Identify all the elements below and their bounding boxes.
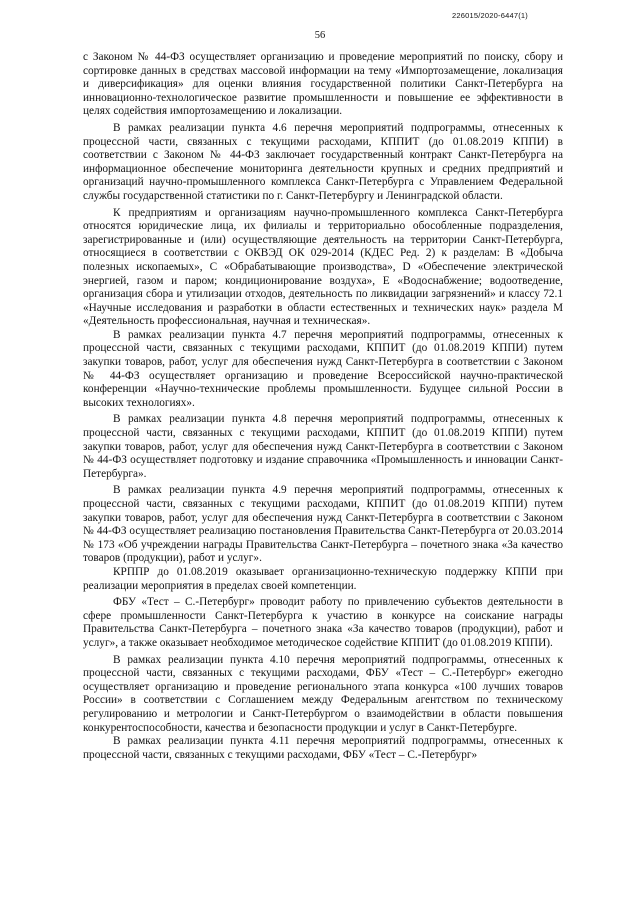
document-body: [83, 51, 563, 762]
paragraph-krppr: КРППР до 01.08.2019 оказывает организационно-техническую поддержку КППИ при реализации мероприятия в пределах своей компетенции.: [83, 565, 563, 592]
page-number: 56: [314, 30, 326, 41]
paragraph-item-4-8: В рамках реализации пункта 4.8 перечня мероприятий подпрограммы, отнесенных к процессной части, связанных с текущими расходами, КППИТ (до 01.08.2019 КППИ) путем закупки товаров, работ, услуг для обеспечения нужд Санкт-Петербурга в соответствии с Законом № 44-ФЗ осуществляет подготовку и издание справочника «Промышленность и инновации Санкт-Петербурга».: [83, 413, 563, 480]
paragraph-item-4-10: В рамках реализации пункта 4.10 перечня мероприятий подпрограммы, отнесенных к процессной части, связанных с текущими расходами, ФБУ «Тест – С.-Петербург» ежегодно осуществляет организацию и проведение регионального этапа конкурса «100 лучших товаров России» в соответствии с Соглашением между Федеральным агентством по техническому регулированию и метрологии и Санкт-Петербургом о взаимодействии в области повышения конкурентоспособности, качества и безопасности продукции и услуг в Санкт-Петербурге.: [83, 653, 563, 734]
paragraph-item-4-9: В рамках реализации пункта 4.9 перечня мероприятий подпрограммы, отнесенных к процессной части, связанных с текущими расходами, КППИТ (до 01.08.2019 КППИ) путем закупки товаров, работ, услуг для обеспечения нужд Санкт-Петербурга в соответствии с Законом № 44-ФЗ осуществляет реализацию постановления Правительства Санкт-Петербурга от 20.03.2014 № 173 «Об учреждении награды Правительства Санкт-Петербурга – почетного знака «За качество товаров (продукции), работ и услуг».: [83, 484, 563, 565]
document-number: 226015/2020-6447(1): [452, 11, 528, 20]
paragraph-npk-definition: К предприятиям и организациям научно-промышленного комплекса Санкт-Петербурга относятся юридические лица, их филиалы и территориально обособленные подразделения, зарегистрированные и (или) осуществляющие деятельность на территории Санкт-Петербурга, относящиеся в соответствии с ОКВЭД ОК 029-2014 (КДЕС Ред. 2) к разделам: B «Добыча полезных ископаемых», C «Обрабатывающие производства», D «Обеспечение электрической энергией, газом и паром; кондиционирование воздуха», E «Водоснабжение; водоотведение, организация сбора и утилизации отходов, деятельность по ликвидации загрязнений» и классу 72.1 «Научные исследования и разработки в области естественных и технических наук» раздела M «Деятельность профессиональная, научная и техническая».: [83, 206, 563, 328]
paragraph-item-4-7: В рамках реализации пункта 4.7 перечня мероприятий подпрограммы, отнесенных к процессной части, связанных с текущими расходами, КППИТ (до 01.08.2019 КППИ) путем закупки товаров, работ, услуг для обеспечения нужд Санкт-Петербурга в соответствии с Законом № 44-ФЗ осуществляет организацию и проведение Всероссийской научно-практической конференции «Научно-технические проблемы промышленности. Будущее сильной России в высоких технологиях».: [83, 328, 563, 409]
paragraph-item-4-6: В рамках реализации пункта 4.6 перечня мероприятий подпрограммы, отнесенных к процессной части, связанных с текущими расходами, КППИТ (до 01.08.2019 КППИ) в соответствии с Законом № 44-ФЗ заключает государственный контракт Санкт-Петербурга на информационное обеспечение мониторинга деятельности крупных и средних предприятий и организаций научно-промышленного комплекса Санкт-Петербурга с Управлением Федеральной службы государственной статистики по г. Санкт-Петербургу и Ленинградской области.: [83, 121, 563, 202]
paragraph-continuation: с Законом № 44-ФЗ осуществляет организацию и проведение мероприятий по поиску, сбору и сортировке данных в средствах массовой информации на тему «Импортозамещение, локализация и диверсификация» для оценки влияния государственной политики Санкт-Петербурга на инновационно-технологическое развитие промышленности и повышение ее эффективности в целях содействия импортозамещению и локализации.: [83, 51, 563, 118]
paragraph-item-4-11: В рамках реализации пункта 4.11 перечня мероприятий подпрограммы, отнесенных к процессной части, связанных с текущими расходами, ФБУ «Тест – С.-Петербург»: [83, 735, 563, 761]
paragraph-fbu-test: ФБУ «Тест – С.-Петербург» проводит работу по привлечению субъектов деятельности в сфере промышленности Санкт-Петербурга к участию в конкурсе на соискание награды Правительства Санкт-Петербурга – почетного знака «За качество товаров (продукции), работ и услуг», а также оказывает необходимое методическое содействие КППИТ (до 01.08.2019 КППИ).: [83, 596, 563, 649]
